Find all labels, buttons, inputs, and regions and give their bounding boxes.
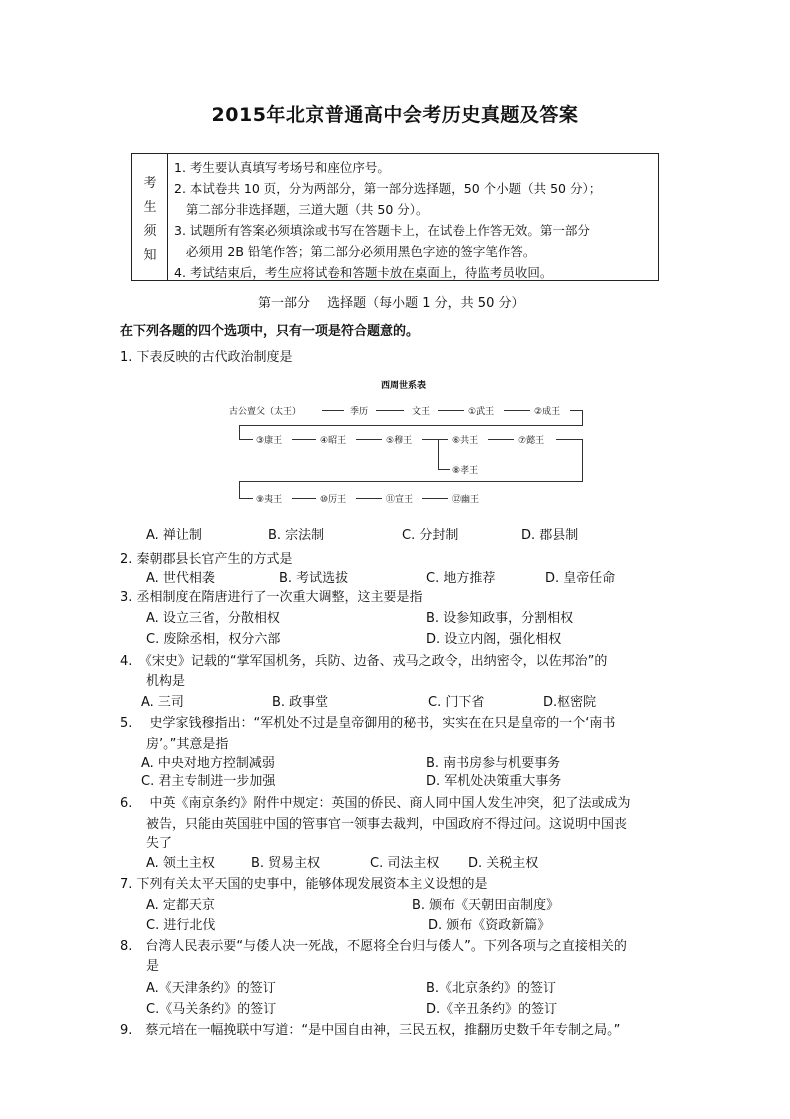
option[interactable]: D. 关税主权 <box>468 856 539 871</box>
notice-side-label <box>132 154 168 280</box>
chart-connector <box>239 439 253 440</box>
notice-box <box>131 153 659 281</box>
option[interactable]: A. 设立三省，分散相权 <box>146 611 280 626</box>
notice-side-char: 考 <box>143 176 157 191</box>
chart-node: 古公亶父（太王） <box>229 407 302 417</box>
chart-connector <box>239 425 583 426</box>
notice-side-char: 生 <box>143 200 157 215</box>
chart-node: ②成王 <box>534 407 561 417</box>
chart-connector <box>356 498 382 499</box>
option[interactable]: A. 三司 <box>141 695 184 710</box>
chart-connector <box>356 439 382 440</box>
option[interactable]: D. 皇帝任命 <box>545 571 616 586</box>
chart-node: ③康王 <box>256 436 283 446</box>
chart-connector <box>438 410 464 411</box>
chart-connector <box>376 410 404 411</box>
chart-connector <box>582 410 583 425</box>
option[interactable]: C. 门下省 <box>428 695 485 710</box>
chart-node: 文王 <box>412 407 431 417</box>
chart-node: ⑩厉王 <box>320 495 347 505</box>
page-title: 2015年北京普通高中会考历史真题及答案 <box>211 104 579 126</box>
option[interactable]: B. 宗法制 <box>268 528 325 543</box>
question-6-stem-cont: 被告，只能由英国驻中国的管事官一领事去裁判，中国政府不得过问。这说明中国丧 <box>146 817 628 832</box>
question-5-stem: 5. 史学家钱穆指出：“军机处不过是皇帝御用的秘书，实实在在只是皇帝的一个‘南书 <box>120 716 616 731</box>
question-8-stem-cont: 是 <box>146 959 160 974</box>
chart-title: 西周世系表 <box>381 381 427 391</box>
option[interactable]: A. 禅让制 <box>146 528 202 543</box>
chart-connector <box>239 498 253 499</box>
chart-connector <box>292 498 316 499</box>
question-5-stem-cont: 房’。”其意是指 <box>146 737 229 752</box>
question-7-stem: 7. 下列有关太平天国的史事中，能够体现发展资本主义设想的是 <box>120 877 488 892</box>
option[interactable]: D.枢密院 <box>543 695 597 710</box>
instruction: 在下列各题的四个选项中，只有一项是符合题意的。 <box>120 324 420 339</box>
chart-node: ①武王 <box>468 407 495 417</box>
chart-connector <box>292 439 316 440</box>
chart-connector <box>422 439 448 440</box>
notice-line: 3. 试题所有答案必须填涂或书写在答题卡上，在试卷上作答无效。第一部分 <box>174 223 590 238</box>
option[interactable]: B. 南书房参与机要事务 <box>426 756 561 771</box>
chart-connector <box>582 439 583 481</box>
notice-line: 第二部分非选择题，三道大题（共 50 分）。 <box>174 202 429 217</box>
chart-node: ⑪宣王 <box>386 495 414 505</box>
chart-node: ⑥共王 <box>452 436 479 446</box>
option[interactable]: A. 中央对地方控制减弱 <box>141 756 275 771</box>
option[interactable]: C.《马关条约》的签订 <box>146 1002 277 1017</box>
chart-node: ⑧孝王 <box>452 466 479 476</box>
option[interactable]: B. 考试选拔 <box>279 571 349 586</box>
question-8-stem: 8. 台湾人民表示要“与倭人决一死战，不愿将全台归与倭人”。下列各项与之直接相关的 <box>120 939 627 954</box>
question-9-stem: 9. 蔡元培在一幅挽联中写道：“是中国自由神，三民五权，推翻历史数千年专制之局。” <box>120 1023 621 1038</box>
chart-connector <box>488 439 514 440</box>
notice-line: 1. 考生要认真填写考场号和座位序号。 <box>174 160 390 175</box>
option[interactable]: C. 君主专制进一步加强 <box>141 774 276 789</box>
chart-connector <box>322 410 344 411</box>
option[interactable]: A. 定都天京 <box>146 898 215 913</box>
section-heading: 第一部分 选择题（每小题 1 分，共 50 分） <box>258 296 525 311</box>
option[interactable]: D.《辛丑条约》的签订 <box>426 1002 558 1017</box>
chart-connector <box>438 469 450 470</box>
option[interactable]: B. 颁布《天朝田亩制度》 <box>412 898 560 913</box>
chart-node: ⑦懿王 <box>518 436 545 446</box>
notice-line: 2. 本试卷共 10 页，分为两部分，第一部分选择题，50 个小题（共 50 分）； <box>174 181 602 196</box>
option[interactable]: A. 世代相袭 <box>146 571 215 586</box>
chart-node: 季历 <box>350 407 369 417</box>
option[interactable]: B. 政事堂 <box>272 695 329 710</box>
question-4-stem: 4. 《宋史》记载的“掌军国机务，兵防、边备、戎马之政令，出纳密令，以佐邦治”的 <box>120 654 608 669</box>
option[interactable]: A.《天津条约》的签订 <box>146 981 276 996</box>
option[interactable]: A. 领土主权 <box>146 856 215 871</box>
question-1-stem: 1. 下表反映的古代政治制度是 <box>120 350 293 365</box>
notice-side-char: 须 <box>143 224 157 239</box>
chart-connector <box>570 410 582 411</box>
chart-connector <box>556 439 582 440</box>
chart-node: ④昭王 <box>320 436 347 446</box>
option[interactable]: D. 军机处决策重大事务 <box>426 774 562 789</box>
option[interactable]: C. 废除丞相，权分六部 <box>146 632 281 647</box>
chart-connector <box>239 481 240 498</box>
option[interactable]: B. 贸易主权 <box>251 856 321 871</box>
option[interactable]: C. 司法主权 <box>370 856 440 871</box>
chart-connector <box>438 439 439 469</box>
question-6-stem-cont: 失了 <box>146 836 173 851</box>
chart-connector <box>239 425 240 439</box>
option[interactable]: B.《北京条约》的签订 <box>426 981 557 996</box>
question-2-stem: 2. 秦朝郡县长官产生的方式是 <box>120 552 293 567</box>
option[interactable]: B. 设参知政事，分割相权 <box>426 611 574 626</box>
chart-node: ⑤穆王 <box>386 436 413 446</box>
chart-node: ⑫幽王 <box>452 495 480 505</box>
option[interactable]: D. 郡县制 <box>521 528 579 543</box>
option[interactable]: C. 进行北伐 <box>146 918 216 933</box>
chart-connector <box>239 481 583 482</box>
question-4-stem-cont: 机构是 <box>146 674 186 689</box>
option[interactable]: C. 地方推荐 <box>426 571 496 586</box>
notice-side-char: 知 <box>143 248 157 263</box>
notice-line: 4. 考试结束后，考生应将试卷和答题卡放在桌面上，待监考员收回。 <box>174 265 553 280</box>
question-3-stem: 3. 丞相制度在隋唐进行了一次重大调整，这主要是指 <box>120 590 423 605</box>
option[interactable]: D. 设立内阁，强化相权 <box>426 632 562 647</box>
question-6-stem: 6. 中英《南京条约》附件中规定：英国的侨民、商人同中国人发生冲突，犯了法或成为 <box>120 796 631 811</box>
option[interactable]: C. 分封制 <box>402 528 459 543</box>
chart-connector <box>504 410 530 411</box>
chart-node: ⑨夷王 <box>256 495 283 505</box>
option[interactable]: D. 颁布《资政新篇》 <box>428 918 551 933</box>
notice-line: 必须用 2B 铅笔作答；第二部分必须用黑色字迹的签字笔作答。 <box>174 244 536 259</box>
chart-connector <box>422 498 448 499</box>
